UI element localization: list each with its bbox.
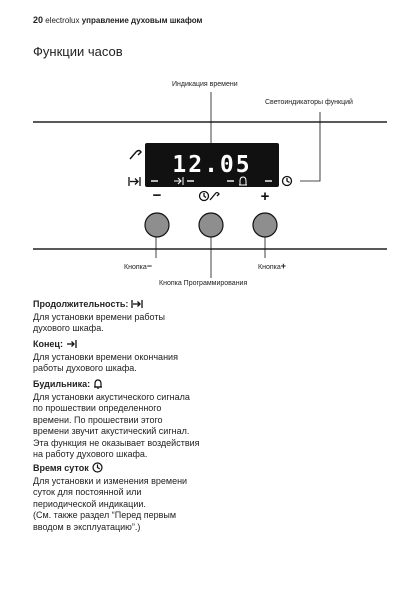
page-number: 20 [33, 15, 44, 25]
header-title: управление духовым шкафом [81, 16, 203, 25]
duration-icon-left [129, 177, 140, 186]
section-title: Функции часов [33, 44, 123, 59]
end-time-icon [66, 339, 77, 349]
function-leds-label: Светоиндикаторы функций [265, 99, 353, 106]
program-button-label: Кнопка Программирования [159, 280, 248, 287]
section-alarm: Будильника: Для установки акустического сигнала по прошествии определенного времени. По прошествии этого времени звучит акустический сигнал. Эта функция не оказывает воздействия на работу духового шкафа. [33, 379, 233, 461]
bell-icon [93, 379, 103, 389]
program-button[interactable] [199, 213, 223, 237]
section-heading: Время суток [33, 462, 233, 475]
button-minus-label: Кнопка− [124, 261, 153, 271]
duration-icon [131, 299, 143, 309]
plus-symbol: + [260, 188, 270, 205]
section-heading: Будильника: [33, 379, 233, 391]
clock-icon [92, 462, 103, 473]
program-button-symbol [200, 192, 220, 201]
brand-name: electrolux [45, 16, 80, 25]
section-time-of-day: Время суток Для установки и изменения времени суток для постоянной или периодической индикации. (См. также раздел “Перед первым вводом в эксплуатацию”.) [33, 462, 233, 533]
minus-button[interactable] [145, 213, 169, 237]
section-heading: Конец: [33, 339, 233, 351]
display-time: 12.05 [172, 152, 252, 178]
section-heading: Продолжительность: [33, 299, 233, 311]
section-duration: Продолжительность: Для установки времени работы духового шкафа. [33, 299, 233, 335]
clock-icon-right [283, 177, 292, 186]
plus-button[interactable] [253, 213, 277, 237]
time-indicator-label: Индикация времени [172, 81, 238, 88]
minus-symbol: − [152, 187, 162, 204]
button-plus-label: Кнопка+ [258, 261, 287, 271]
section-end: Конец: Для установки времени окончания работы духового шкафа. [33, 339, 233, 375]
program-icon-left [130, 151, 141, 160]
